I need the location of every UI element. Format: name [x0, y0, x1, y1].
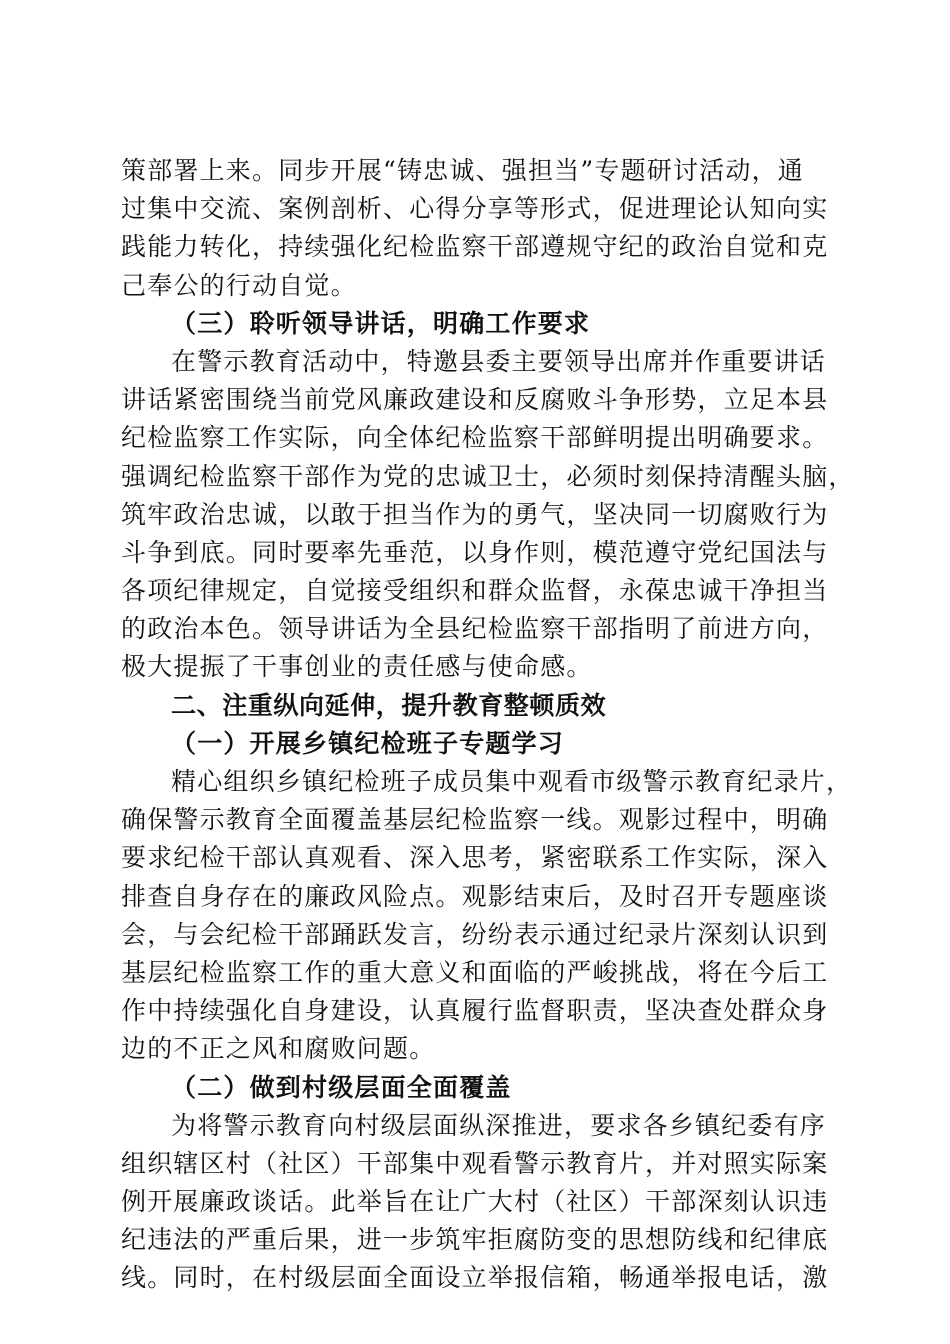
text-line: 讲话紧密围绕当前党风廉政建设和反腐败斗争形势，立足本县	[121, 385, 829, 415]
text-line: 筑牢政治忠诚，以敢于担当作为的勇气，坚决同一切腐败行为	[121, 499, 829, 529]
subheading-3	[121, 305, 833, 343]
text-line: 精心组织乡镇纪检班子成员集中观看市级警示教育纪录片，	[171, 767, 853, 796]
text-line: 各项纪律规定，自觉接受组织和群众监督，永葆忠诚干净担当	[121, 576, 829, 606]
section-heading-2	[121, 687, 833, 725]
text-line: 强调纪检监察干部作为党的忠诚卫士，必须时刻保持清醒头脑，	[121, 461, 855, 491]
text-line: 线。同时，在村级层面全面设立举报信箱，畅通举报电话，激	[121, 1263, 829, 1293]
text-line: 己奉公的行动自觉。	[121, 270, 357, 300]
subheading-1	[121, 725, 833, 763]
text-line: 纪违法的严重后果，进一步筑牢拒腐防变的思想防线和纪律底	[121, 1225, 829, 1255]
paragraph-village-coverage	[121, 1107, 833, 1298]
text-line: 要求纪检干部认真观看、深入思考，紧密联系工作实际，深入	[121, 843, 829, 873]
text-line: 作中持续强化自身建设，认真履行监督职责，坚决查处群众身	[121, 996, 829, 1026]
text-line: 过集中交流、案例剖析、心得分享等形式，促进理论认知向实	[121, 194, 829, 224]
text-line: 组织辖区村（社区）干部集中观看警示教育片，并对照实际案	[121, 1148, 829, 1178]
paragraph-township-study	[121, 763, 853, 1069]
paragraph-leader-speech	[121, 343, 855, 687]
text-line: 基层纪检监察工作的重大意义和面临的严峻挑战，将在今后工	[121, 957, 829, 987]
subheading-text: （三）聆听领导讲话，明确工作要求	[171, 308, 591, 338]
text-line: 策部署上来。同步开展“铸忠诚、强担当”专题研讨活动，通	[121, 156, 804, 185]
document-body	[121, 152, 855, 1298]
text-line: 斗争到底。同时要率先垂范，以身作则，模范遵守党纪国法与	[121, 537, 829, 567]
subheading-text: （二）做到村级层面全面覆盖	[171, 1072, 512, 1102]
text-line: 为将警示教育向村级层面纵深推进，要求各乡镇纪委有序	[171, 1110, 827, 1140]
text-line: 纪检监察工作实际，向全体纪检监察干部鲜明提出明确要求。	[121, 423, 829, 453]
text-line: 在警示教育活动中，特邀县委主要领导出席并作重要讲话	[171, 346, 827, 376]
section-heading-text: 二、注重纵向延伸，提升教育整顿质效	[171, 690, 607, 720]
text-line: 极大提振了干事创业的责任感与使命感。	[121, 652, 593, 682]
text-line: 排查自身存在的廉政风险点。观影结束后，及时召开专题座谈	[121, 881, 829, 911]
text-line: 会，与会纪检干部踊跃发言，纷纷表示通过纪录片深刻认识到	[121, 919, 829, 949]
text-line: 例开展廉政谈话。此举旨在让广大村（社区）干部深刻认识违	[121, 1187, 829, 1217]
subheading-2	[121, 1069, 833, 1107]
text-line: 边的不正之风和腐败问题。	[121, 1034, 436, 1064]
text-line: 确保警示教育全面覆盖基层纪检监察一线。观影过程中，明确	[121, 805, 829, 835]
subheading-text: （一）开展乡镇纪检班子专题学习	[171, 728, 565, 758]
text-line: 践能力转化，持续强化纪检监察干部遵规守纪的政治自觉和克	[121, 232, 829, 262]
text-line: 的政治本色。领导讲话为全县纪检监察干部指明了前进方向，	[121, 614, 829, 644]
paragraph-continued	[121, 152, 833, 305]
